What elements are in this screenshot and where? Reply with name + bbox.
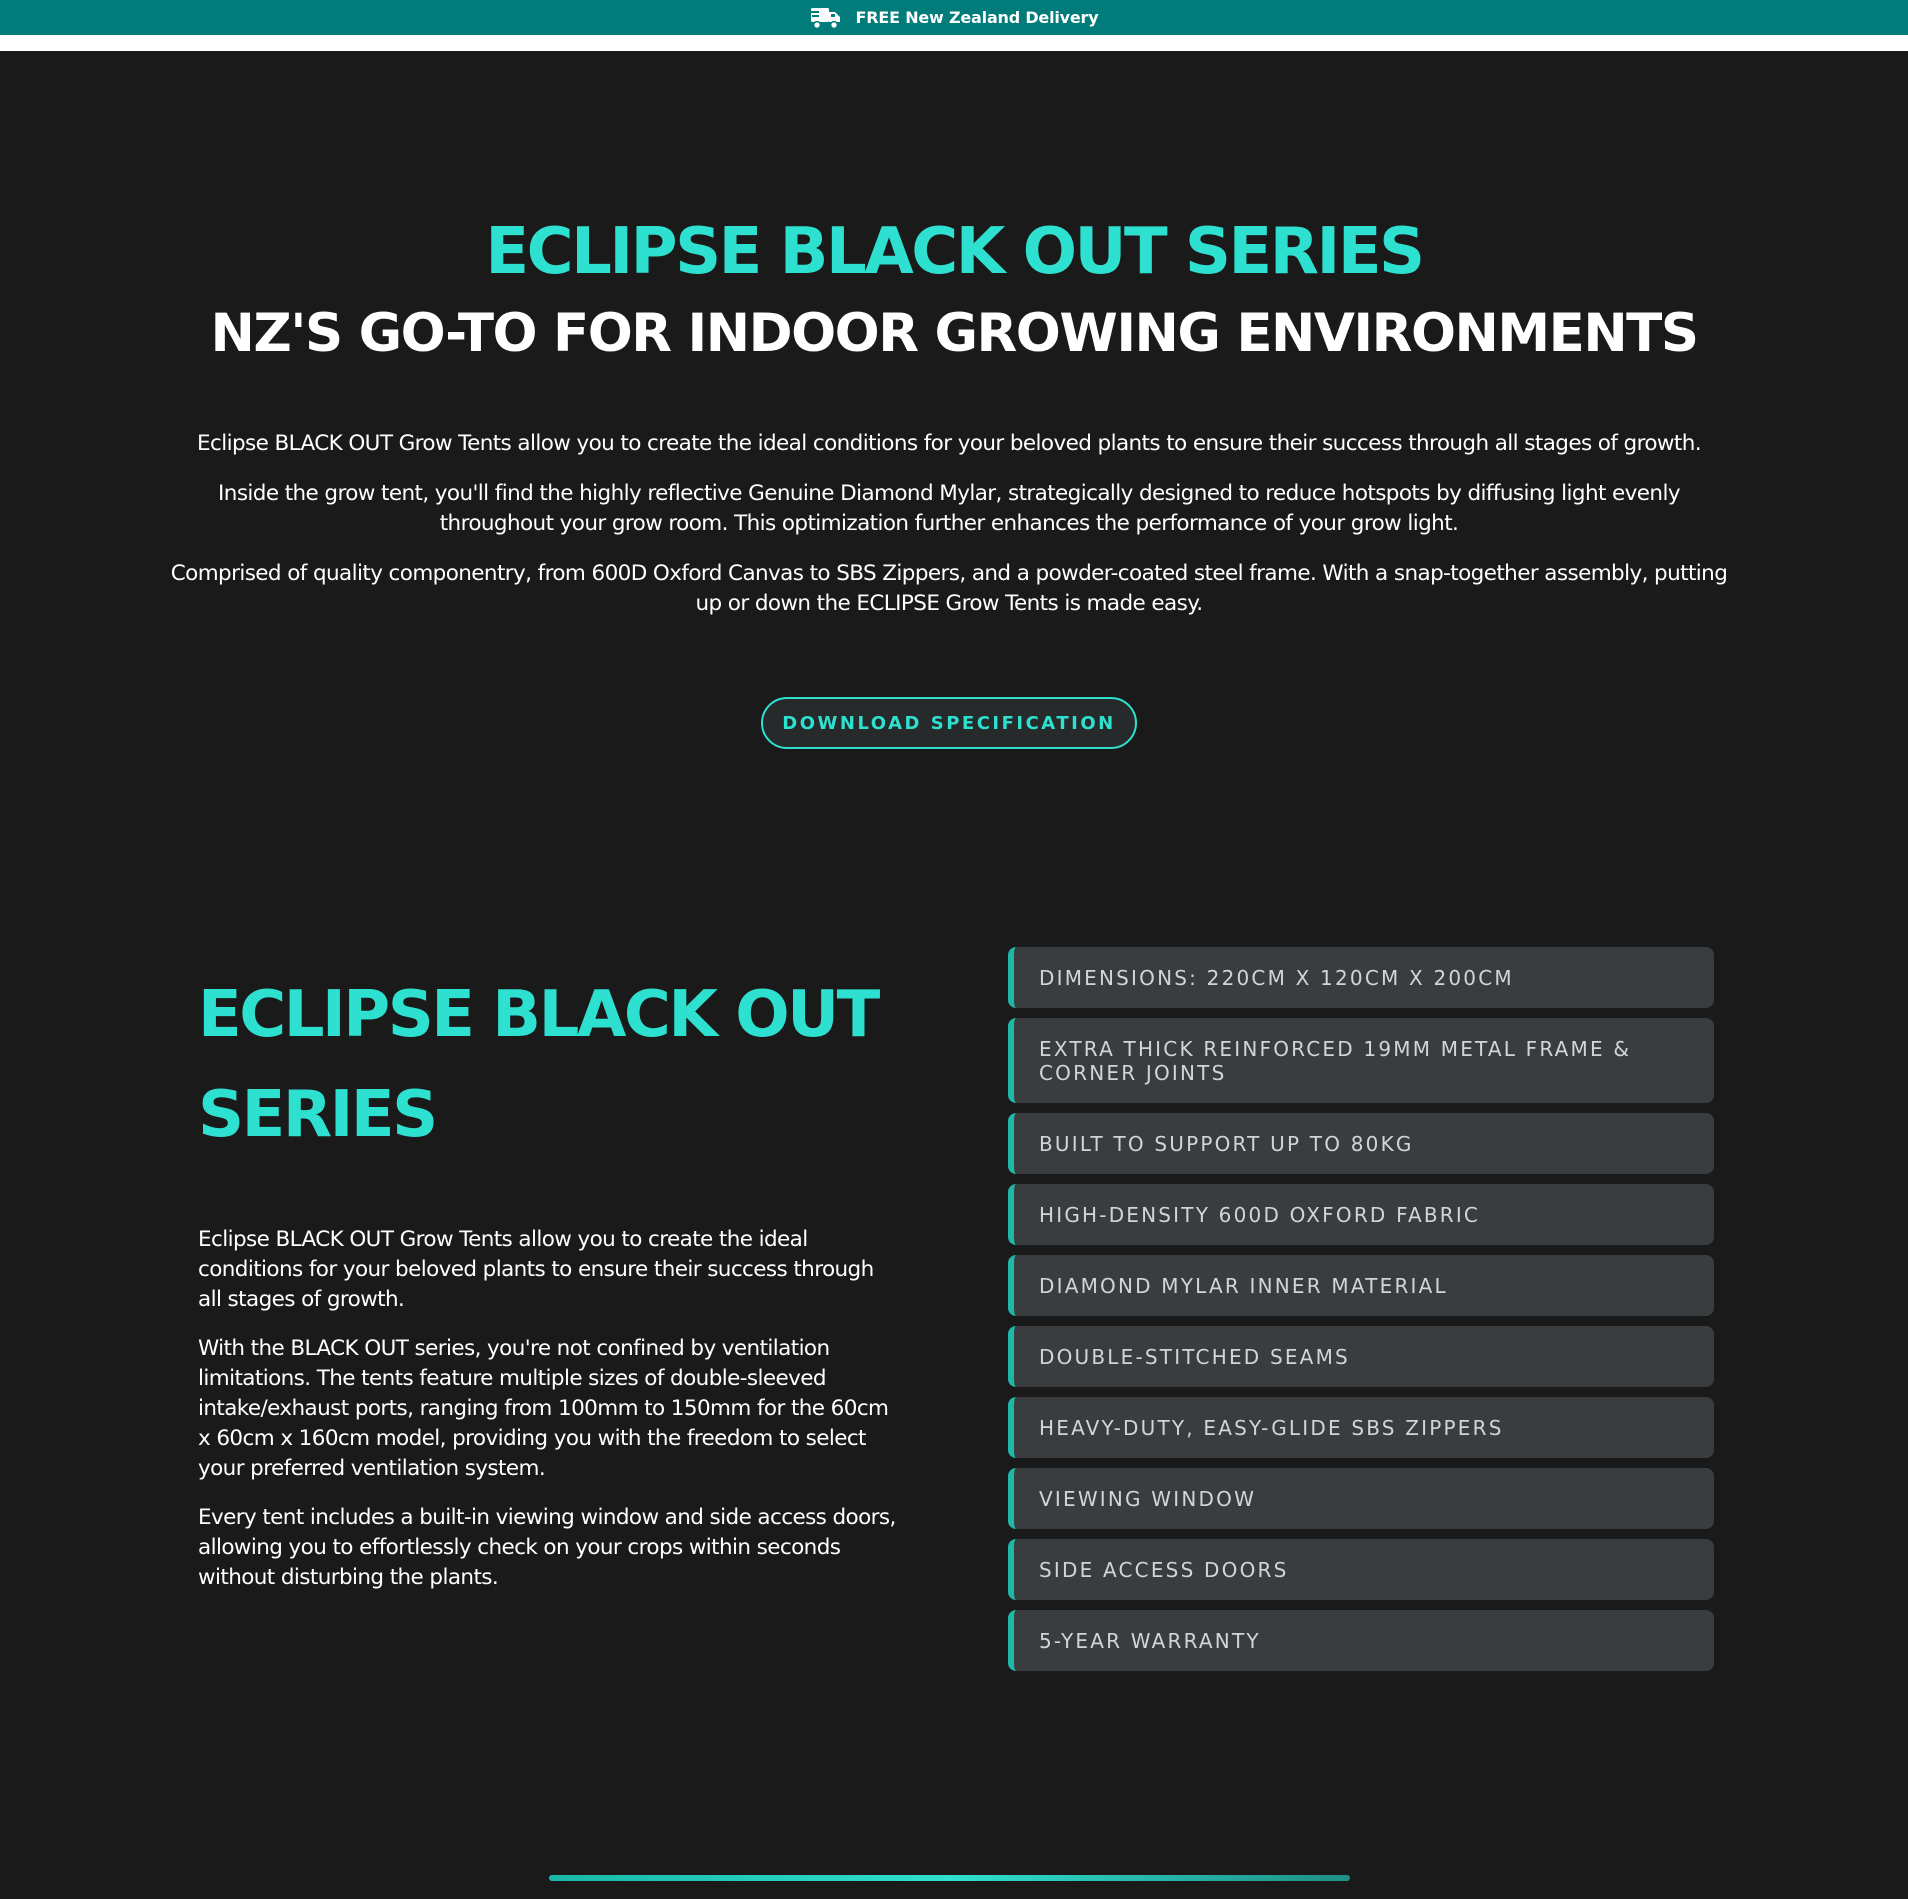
- announcement-bar: [0, 0, 1908, 35]
- details-description: [198, 1225, 898, 1612]
- feature-item-mylar: DIAMOND MYLAR INNER MATERIAL: [1008, 1255, 1714, 1316]
- feature-item-warranty: 5-YEAR WARRANTY: [1008, 1610, 1714, 1671]
- details-paragraph: With the BLACK OUT series, you're not confined by ventilation limitations. The tents feature multiple sizes of double-sleeved intake/exhaust ports, ranging from 100mm to 150mm for the 60cm x 60cm x 160cm model, providing you with the freedom to select your preferred ventilation system.: [198, 1336, 889, 1481]
- hero-paragraph: Eclipse BLACK OUT Grow Tents allow you to create the ideal conditions for your beloved plants to ensure their success through all stages of growth.: [197, 431, 1701, 456]
- hero-title: ECLIPSE BLACK OUT SERIES: [485, 215, 1423, 289]
- feature-list: [1008, 947, 1714, 1681]
- hero-description: [170, 429, 1728, 639]
- feature-item-fabric: HIGH-DENSITY 600D OXFORD FABRIC: [1008, 1184, 1714, 1245]
- feature-item-frame: EXTRA THICK REINFORCED 19MM METAL FRAME & CORNER JOINTS: [1008, 1018, 1714, 1103]
- feature-item-weight: BUILT TO SUPPORT UP TO 80KG: [1008, 1113, 1714, 1174]
- details-title: ECLIPSE BLACK OUT SERIES: [198, 978, 878, 1152]
- feature-item-zippers: HEAVY-DUTY, EASY-GLIDE SBS ZIPPERS: [1008, 1397, 1714, 1458]
- delivery-truck-icon: [810, 5, 842, 31]
- hero-subtitle: NZ'S GO-TO FOR INDOOR GROWING ENVIRONMENTS: [210, 303, 1698, 364]
- feature-item-doors: SIDE ACCESS DOORS: [1008, 1539, 1714, 1600]
- download-specification-button[interactable]: DOWNLOAD SPECIFICATION: [761, 697, 1137, 749]
- details-paragraph: Eclipse BLACK OUT Grow Tents allow you to create the ideal conditions for your beloved plants to ensure their success through all stages of growth.: [198, 1227, 874, 1312]
- feature-item-window: VIEWING WINDOW: [1008, 1468, 1714, 1529]
- section-divider: [549, 1875, 1350, 1881]
- feature-item-seams: DOUBLE-STITCHED SEAMS: [1008, 1326, 1714, 1387]
- hero-paragraph: Comprised of quality componentry, from 600D Oxford Canvas to SBS Zippers, and a powder-coated steel frame. With a snap-together assembly, putting up or down the ECLIPSE Grow Tents is made easy.: [170, 561, 1728, 616]
- hero-paragraph: Inside the grow tent, you'll find the highly reflective Genuine Diamond Mylar, strategically designed to reduce hotspots by diffusing light evenly throughout your grow room. This optimization further enhances the performance of your grow light.: [218, 481, 1680, 536]
- header-divider: [0, 35, 1908, 51]
- free-delivery-text: FREE New Zealand Delivery: [855, 8, 1099, 27]
- details-paragraph: Every tent includes a built-in viewing window and side access doors, allowing you to effortlessly check on your crops within seconds without disturbing the plants.: [198, 1505, 896, 1590]
- feature-item-dimensions: DIMENSIONS: 220CM X 120CM X 200CM: [1008, 947, 1714, 1008]
